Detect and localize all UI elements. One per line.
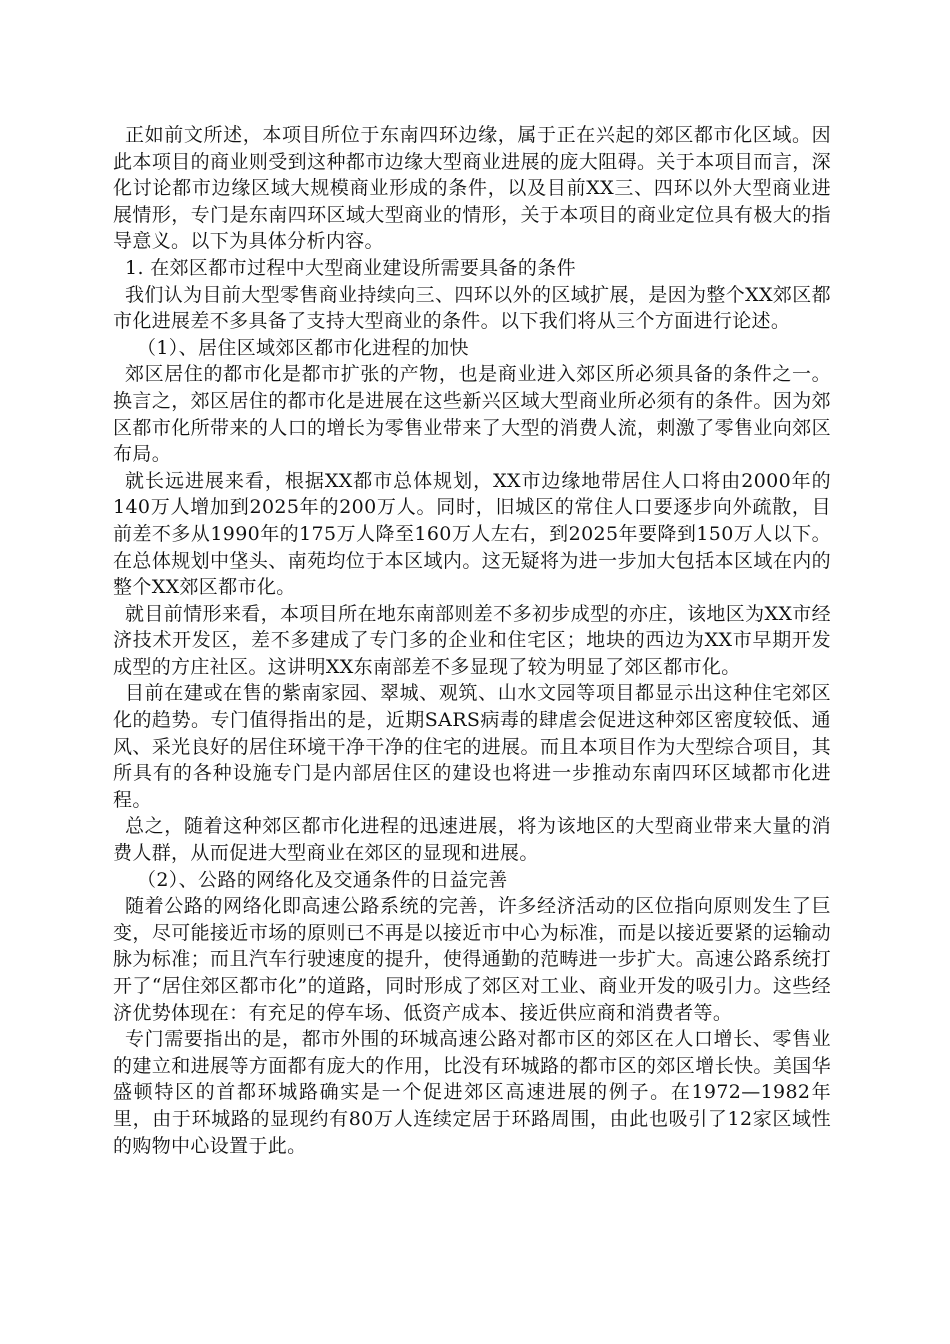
paragraph-highways: 随着公路的网络化即高速公路系统的完善，许多经济活动的区位指向原则发生了巨变，尽可能接近市场的原则已不再是以接近市中心为标准，而是以接近要紧的运输动脉为标准；而且汽车行驶速度的提升，使得通勤的范畴进一步扩大。高速公路系统打开了“居住郊区都市化”的道路，同时形成了郊区对工业、商业开发的吸引力。这些经济优势体现在：有充足的停车场、低资产成本、接近供应商和消费者等。 (113, 895, 831, 1024)
paragraph-long-term: 就长远进展来看，根据XX都市总体规划，XX市边缘地带居住人口将由2000年的140万人增加到2025年的200万人。同时，旧城区的常住人口要逐步向外疏散，目前差不多从1990年的175万人降至160万人左右，到2025年要降到150万人以下。在总体规划中垡头、南苑均位于本区域内。这无疑将为进一步加大包括本区域在内的整个XX郊区都市化。 (113, 469, 831, 599)
paragraph-intro: 正如前文所述，本项目所位于东南四环边缘，属于正在兴起的郊区都市化区域。因此本项目的商业则受到这种都市边缘大型商业进展的庞大阻碍。关于本项目而言，深化讨论都市边缘区域大规模商业形成的条件，以及目前XX三、四环以外大型商业进展情形，专门是东南四环区域大型商业的情形，关于本项目的商业定位具有极大的指导意义。以下为具体分析内容。 (113, 124, 831, 253)
paragraph-ring-road: 专门需要指出的是，都市外围的环城高速公路对都市区的郊区在人口增长、零售业的建立和进展等方面都有庞大的作用，比没有环城路的都市区的郊区增长快。美国华盛顿特区的首都环城路确实是一个促进郊区高速进展的例子。在1972—1982年里，由于环城路的显现约有80万人连续定居于环路周围，由此也吸引了12家区域性的购物中心设置于此。 (113, 1028, 831, 1157)
paragraph-projects: 目前在建或在售的紫南家园、翠城、观筑、山水文园等项目都显示出这种住宅郊区化的趋势。专门值得指出的是，近期SARS病毒的肆虐会促进这种郊区密度较低、通风、采光良好的居住环境干净干净的住宅的进展。而且本项目作为大型综合项目，其所具有的各种设施专门是内部居住区的建设也将进一步推动东南四环区域都市化进程。 (113, 682, 831, 811)
document-body (113, 122, 831, 1159)
paragraph-current: 就目前情形来看，本项目所在地东南部则差不多初步成型的亦庄，该地区为XX市经济技术开发区，差不多建成了专门多的企业和住宅区；地块的西边为XX市早期开发成型的方庄社区。这讲明XX东南部差不多显现了较为明显了郊区都市化。 (113, 602, 831, 678)
paragraph-overview: 我们认为目前大型零售商业持续向三、四环以外的区域扩展，是因为整个XX郊区都市化进展差不多具备了支持大型商业的条件。以下我们将从三个方面进行论述。 (113, 283, 831, 333)
section-heading: 1. 在郊区都市过程中大型商业建设所需要具备的条件 (125, 256, 576, 279)
subsection-heading-2: （2）、公路的网络化及交通条件的日益完善 (137, 868, 508, 891)
paragraph-residential: 郊区居住的都市化是都市扩张的产物，也是商业进入郊区所必须具备的条件之一。换言之，郊区居住的都市化是进展在这些新兴区域大型商业所必须有的条件。因为郊区都市化所带来的人口的增长为零售业带来了大型的消费人流，刺激了零售业向郊区布局。 (113, 363, 831, 466)
subsection-heading-1: （1）、居住区域郊区都市化进程的加快 (137, 336, 469, 359)
paragraph-summary: 总之，随着这种郊区都市化进程的迅速进展，将为该地区的大型商业带来大量的消费人群，从而促进大型商业在郊区的显现和进展。 (113, 815, 831, 865)
